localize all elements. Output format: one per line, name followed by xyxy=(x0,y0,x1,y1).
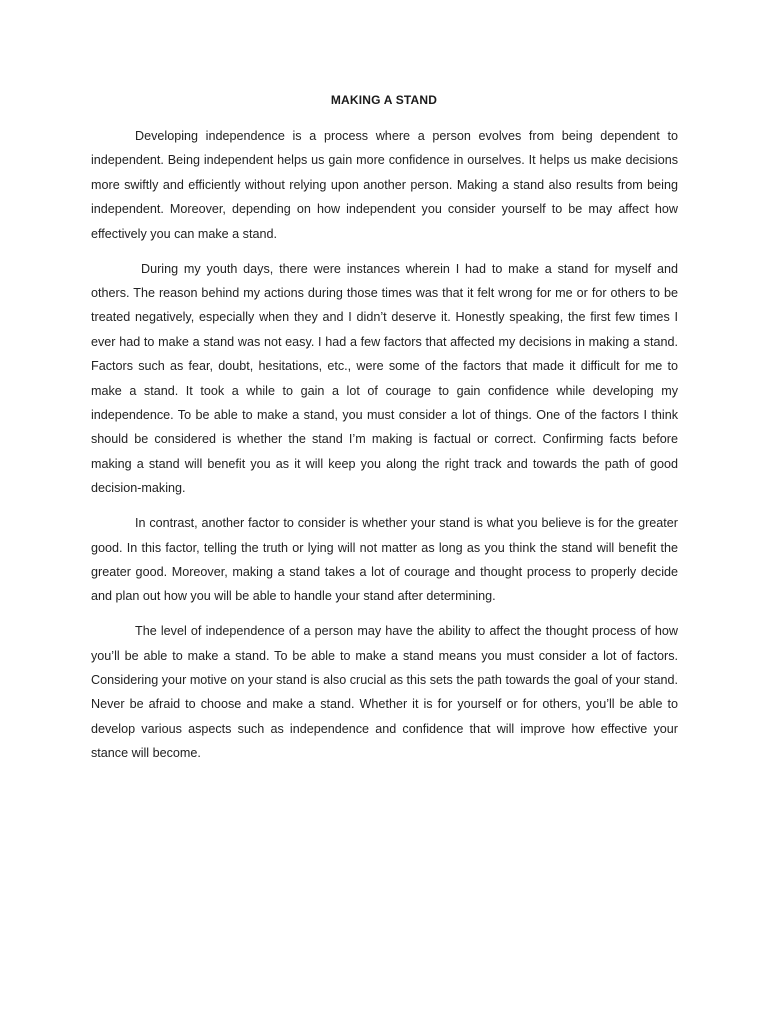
paragraph-2: During my youth days, there were instances wherein I had to make a stand for myself and others. The reason behind my actions during those times was that it felt wrong for me or for others to be treated negatively, especially when they and I didn’t deserve it. Honestly speaking, the first few times I ever had to make a stand was not easy. I had a few factors that affected my decisions in making a stand. Factors such as fear, doubt, hesitations, etc., were some of the factors that made it difficult for me to make a stand. It took a while to gain a lot of courage to gain confidence while developing my independence. To be able to make a stand, you must consider a lot of things. One of the factors I think should be considered is whether the stand I’m making is factual or correct. Confirming facts before making a stand will benefit you as it will keep you along the right track and towards the path of good decision-making. xyxy=(91,261,678,496)
document-title: MAKING A STAND xyxy=(330,93,438,107)
paragraph-1: Developing independence is a process where a person evolves from being dependent to independent. Being independent helps us gain more confidence in ourselves. It helps us make decisions more swiftly and efficiently without relying upon another person. Making a stand also results from being independent. Moreover, depending on how independent you consider yourself to be may affect how effectively you can make a stand. xyxy=(91,129,678,241)
paragraph-4: The level of independence of a person may have the ability to affect the thought process of how you’ll be able to make a stand. To be able to make a stand means you must consider a lot of factors. Considering your motive on your stand is also crucial as this sets the path towards the goal of your stand. Never be afraid to choose and make a stand. Whether it is for yourself or for others, you’ll be able to develop various aspects such as independence and confidence that will improve how effective your stance will become. xyxy=(91,624,678,761)
document-body xyxy=(91,124,678,776)
paragraph-3: In contrast, another factor to consider is whether your stand is what you believe is for the greater good. In this factor, telling the truth or lying will not matter as long as you think the stand will benefit the greater good. Moreover, making a stand takes a lot of courage and thought process to properly decide and plan out how you will be able to handle your stand after determining. xyxy=(91,516,678,604)
